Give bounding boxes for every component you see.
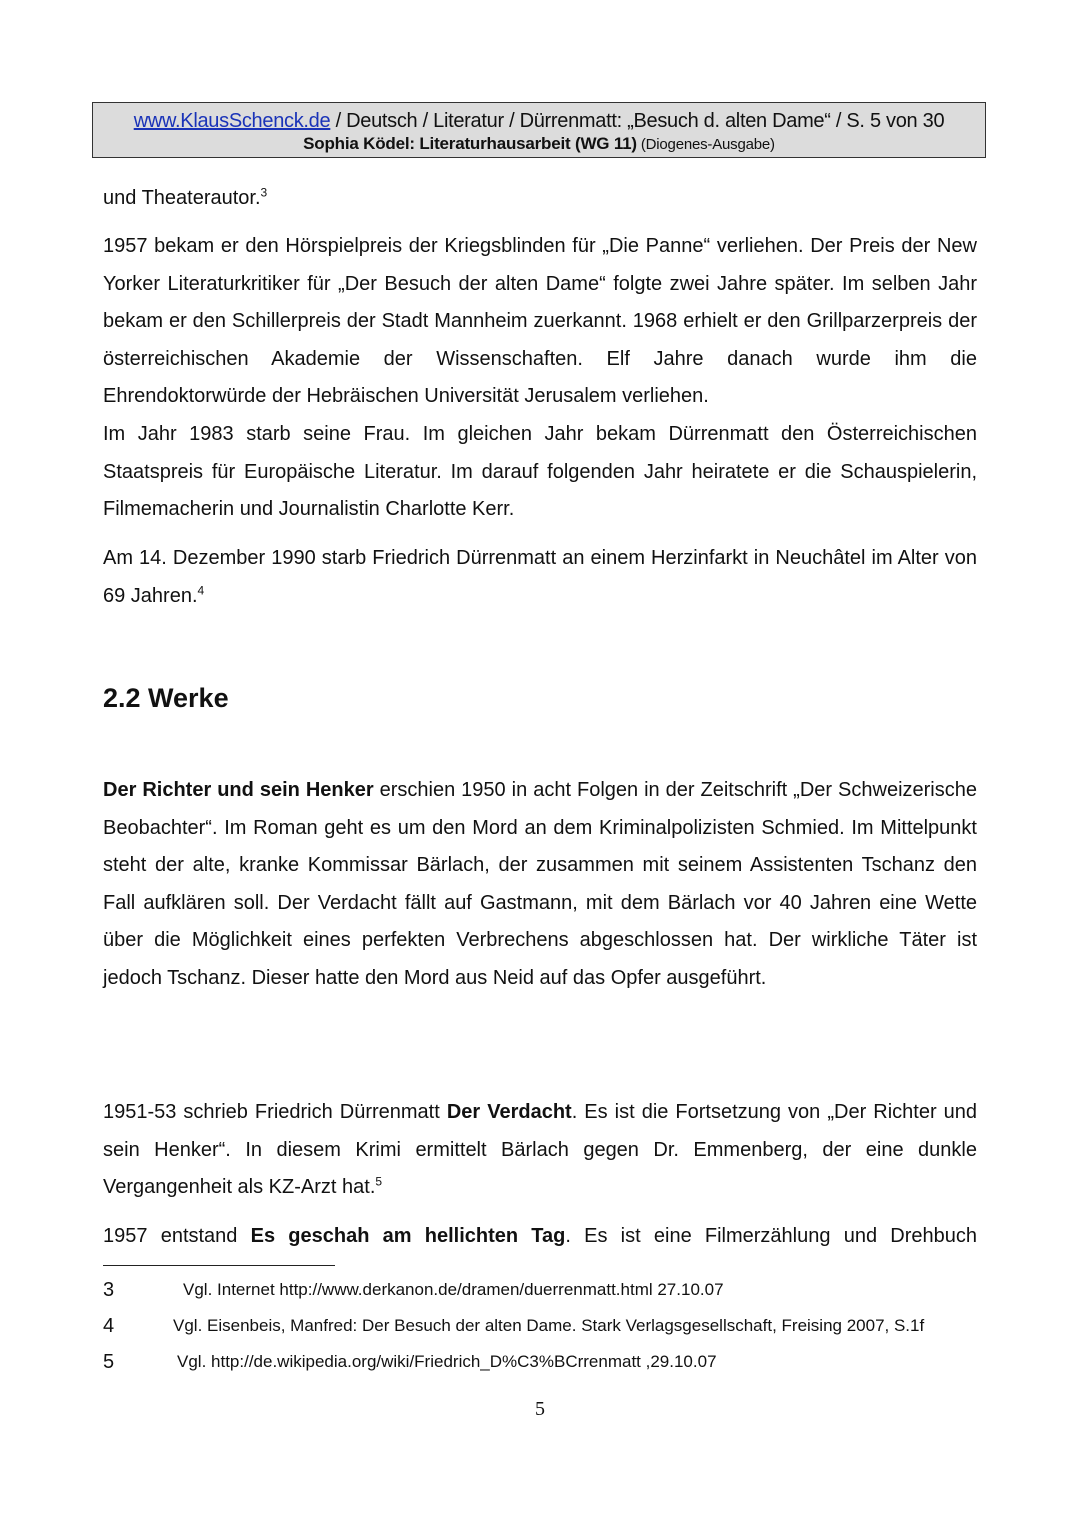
paragraph-1-text: und Theaterautor. bbox=[103, 187, 261, 209]
page-header bbox=[92, 102, 986, 158]
footnote-text: Vgl. http://de.wikipedia.org/wiki/Friedrich_D%C3%BCrrenmatt ,29.10.07 bbox=[177, 1352, 717, 1371]
paragraph-3: Im Jahr 1983 starb seine Frau. Im gleichen Jahr bekam Dürrenmatt den Österreichischen Staatspreis für Europäische Literatur. Im darauf folgenden Jahr heiratete er die Schauspielerin, Filmemacherin und Journalistin Charlotte Kerr. bbox=[103, 423, 977, 521]
works-paragraph-2-pre: 1951-53 schrieb Friedrich Dürrenmatt bbox=[103, 1101, 447, 1123]
page-number: 5 bbox=[535, 1398, 545, 1420]
footnote-text: Vgl. Internet http://www.derkanon.de/dramen/duerrenmatt.html 27.10.07 bbox=[183, 1280, 724, 1299]
footnote-number: 5 bbox=[103, 1351, 115, 1373]
works-paragraph-2 bbox=[103, 1094, 977, 1207]
footnote-ref-4[interactable]: 4 bbox=[197, 582, 205, 597]
header-author-title: Sophia Ködel: Literaturhausarbeit (WG 11) bbox=[303, 134, 637, 153]
footnote-ref-3[interactable]: 3 bbox=[260, 185, 268, 200]
paragraph-1 bbox=[103, 180, 977, 218]
works-paragraph-3-pre: 1957 entstand bbox=[103, 1225, 251, 1247]
works-paragraph-1 bbox=[103, 772, 977, 998]
works-paragraph-1-text: erschien 1950 in acht Folgen in der Zeitschrift „Der Schweizerische Beobachter“. Im Roman geht es um den Mord an dem Kriminalpolizisten Schmied. Im Mittelpunkt steht der alte, kranke Kommissar Bärlach, der zusammen mit seinem Assistenten Tschanz den Fall aufklären soll. Der Verdacht fällt auf Gastmann, mit dem Bärlach vor 40 Jahren eine Wette über die Möglichkeit eines perfekten Verbrechens abgeschlossen hat. Der wirkliche Täter ist jedoch Tschanz. Dieser hatte den Mord aus Neid auf das Opfer ausgeführt. bbox=[103, 779, 977, 989]
footnote-separator bbox=[103, 1265, 335, 1266]
header-line-1 bbox=[93, 109, 985, 133]
footnote-ref-5[interactable]: 5 bbox=[375, 1174, 383, 1189]
work-title-1: Der Richter und sein Henker bbox=[103, 779, 374, 801]
works-paragraph-2-text: . Es ist die Fortsetzung von „Der Richter und sein Henker“. In diesem Krimi ermittelt Bärlach gegen Dr. Emmenberg, der eine dunkle Vergangenheit als KZ-Arzt hat. bbox=[103, 1101, 978, 1199]
work-title-2: Der Verdacht bbox=[446, 1101, 572, 1123]
footnote-number: 4 bbox=[103, 1315, 115, 1337]
paragraph-2: 1957 bekam er den Hörspielpreis der Kriegsblinden für „Die Panne“ verliehen. Der Preis der New Yorker Literaturkritiker für „Der Besuch der alten Dame“ folgte zwei Jahre später. Im selben Jahr bekam er den Schillerpreis der Stadt Mannheim zuerkannt. 1968 erhielt er den Grillparzerpreis der österreichischen Akademie der Wissenschaften. Elf Jahre danach wurde ihm die Ehrendoktorwürde der Hebräischen Universität Jerusalem verliehen. bbox=[103, 235, 977, 408]
works-paragraph-3 bbox=[103, 1218, 977, 1256]
work-title-3: Es geschah am hellichten Tag bbox=[250, 1225, 566, 1247]
paragraph-4-text: Am 14. Dezember 1990 starb Friedrich Dürrenmatt an einem Herzinfarkt in Neuchâtel im Alter von 69 Jahren. bbox=[103, 547, 977, 607]
section-heading: 2.2 Werke bbox=[103, 683, 229, 713]
footnote-text: Vgl. Eisenbeis, Manfred: Der Besuch der alten Dame. Stark Verlagsgesellschaft, Freising 2007, S.1f bbox=[173, 1316, 925, 1335]
header-line-2 bbox=[93, 133, 985, 156]
paragraph-4 bbox=[103, 540, 977, 615]
footnote-number: 3 bbox=[103, 1279, 115, 1301]
site-link[interactable]: www.KlausSchenck.de bbox=[133, 110, 331, 132]
header-edition: (Diogenes-Ausgabe) bbox=[636, 136, 775, 153]
works-paragraph-3-text: . Es ist eine Filmerzählung und Drehbuch bbox=[565, 1225, 977, 1247]
header-path: / Deutsch / Literatur / Dürrenmatt: „Besuch d. alten Dame“ / S. 5 von 30 bbox=[330, 110, 945, 132]
